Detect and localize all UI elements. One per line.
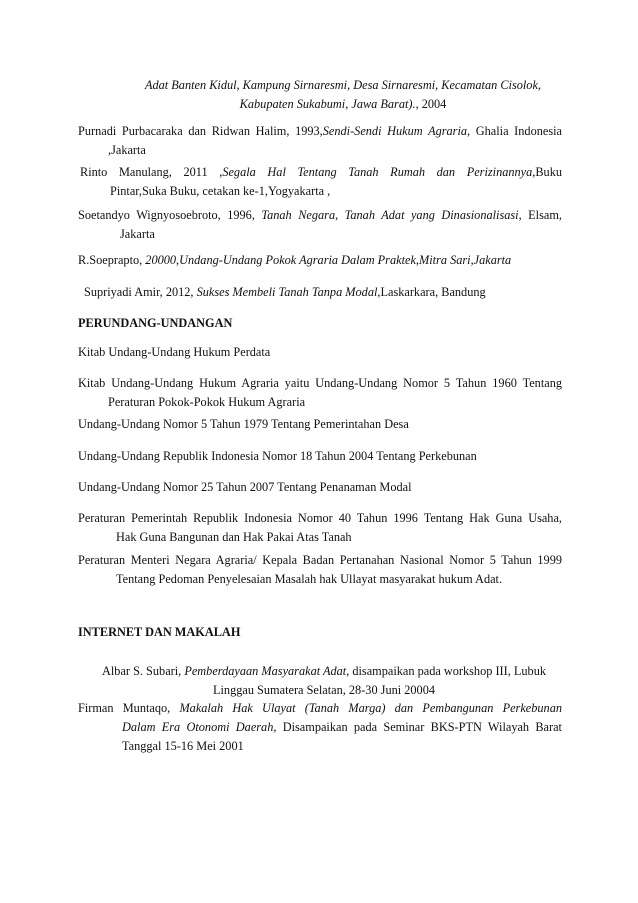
ref-publisher: ,Buku	[532, 165, 562, 179]
ref-title: Segala Hal Tentang Tanah Rumah dan Perizinannya	[222, 165, 533, 179]
law-item: Undang-Undang Nomor 25 Tahun 2007 Tentang Penanaman Modal	[78, 480, 412, 494]
law-item	[78, 374, 562, 412]
law-item-line: Peraturan Pemerintah Republik Indonesia Nomor 40 Tahun 1996 Tentang Hak Guna Usaha,	[78, 511, 562, 525]
section-heading-laws: PERUNDANG-UNDANGAN	[78, 316, 233, 330]
ref-venue: , Disampaikan pada Seminar BKS-PTN Wilayah Barat	[273, 720, 562, 734]
ref-publisher: , Ghalia Indonesia	[467, 124, 562, 138]
ref-authors: R.Soeprapto,	[78, 253, 146, 267]
reference-continuation	[108, 76, 578, 114]
ref-city: Jakarta	[120, 227, 155, 241]
law-item	[78, 509, 562, 547]
ref-line: Adat Banten Kidul, Kampung Sirnaresmi, Desa Sirnaresmi, Kecamatan Cisolok,	[145, 78, 541, 92]
ref-title: Sendi-Sendi Hukum Agraria	[322, 124, 468, 138]
ref-authors: Supriyadi Amir, 2012,	[84, 285, 197, 299]
law-item: Undang-Undang Republik Indonesia Nomor 18 Tahun 2004 Tentang Perkebunan	[78, 449, 477, 463]
law-item: Undang-Undang Nomor 5 Tahun 1979 Tentang Pemerintahan Desa	[78, 417, 409, 431]
ref-authors: Purnadi Purbacaraka dan Ridwan Halim, 1993,	[78, 124, 323, 138]
ref-title: Pemberdayaan Masyarakat Adat	[184, 664, 347, 678]
reference-supriyadi	[84, 283, 562, 302]
ref-italic: Kabupaten Sukabumi, Jawa Barat).	[239, 97, 416, 111]
law-item-line: Hak Guna Bangunan dan Hak Pakai Atas Tanah	[116, 530, 352, 544]
law-item-line: Peraturan Menteri Negara Agraria/ Kepala Badan Pertanahan Nasional Nomor 5 Tahun 1999	[78, 553, 562, 567]
ref-publisher-line: Pintar,Suka Buku, cetakan ke-1,Yogyakarta ,	[110, 184, 331, 198]
reference-rinto	[80, 163, 562, 201]
ref-title: Tanah Negara, Tanah Adat yang Dinasionalisasi	[261, 208, 519, 222]
ref-title-cont: Dalam Era Otonomi Daerah	[122, 720, 274, 734]
ref-date: Tanggal 15-16 Mei 2001	[122, 739, 244, 753]
law-item-line: Tentang Pedoman Penyelesaian Masalah hak Ullayat masyarakat hukum Adat.	[116, 572, 503, 586]
reference-soetandyo	[78, 206, 562, 244]
ref-authors: Soetandyo Wignyosoebroto, 1996,	[78, 208, 262, 222]
law-item: Kitab Undang-Undang Hukum Perdata	[78, 345, 271, 359]
reference-purnadi	[78, 122, 562, 160]
reference-soeprapto	[78, 251, 562, 270]
law-item	[78, 551, 562, 589]
ref-title: 20000,Undang-Undang Pokok Agraria Dalam Praktek,Mitra Sari,Jakarta	[145, 253, 512, 267]
ref-year: , 2004	[415, 97, 447, 111]
law-item-line: Peraturan Pokok-Pokok Hukum Agraria	[108, 395, 306, 409]
reference-firman	[78, 699, 562, 756]
ref-publisher: , Elsam,	[518, 208, 562, 222]
ref-publisher: ,Laskarkara, Bandung	[377, 285, 486, 299]
ref-authors: Firman Muntaqo,	[78, 701, 180, 715]
ref-venue: , disampaikan pada workshop III, Lubuk	[346, 664, 546, 678]
ref-city: ,Jakarta	[108, 143, 146, 157]
ref-authors: Rinto Manulang, 2011 ,	[80, 165, 223, 179]
ref-title: Makalah Hak Ulayat (Tanah Marga) dan Pembangunan Perkebunan	[179, 701, 563, 715]
section-heading-internet: INTERNET DAN MAKALAH	[78, 625, 241, 639]
law-item-line: Kitab Undang-Undang Hukum Agraria yaitu Undang-Undang Nomor 5 Tahun 1960 Tentang	[78, 376, 562, 390]
reference-albar	[80, 662, 568, 700]
ref-title: Sukses Membeli Tanah Tanpa Modal	[196, 285, 378, 299]
ref-venue-line: Linggau Sumatera Selatan, 28-30 Juni 20004	[213, 683, 435, 697]
ref-authors: Albar S. Subari,	[102, 664, 185, 678]
